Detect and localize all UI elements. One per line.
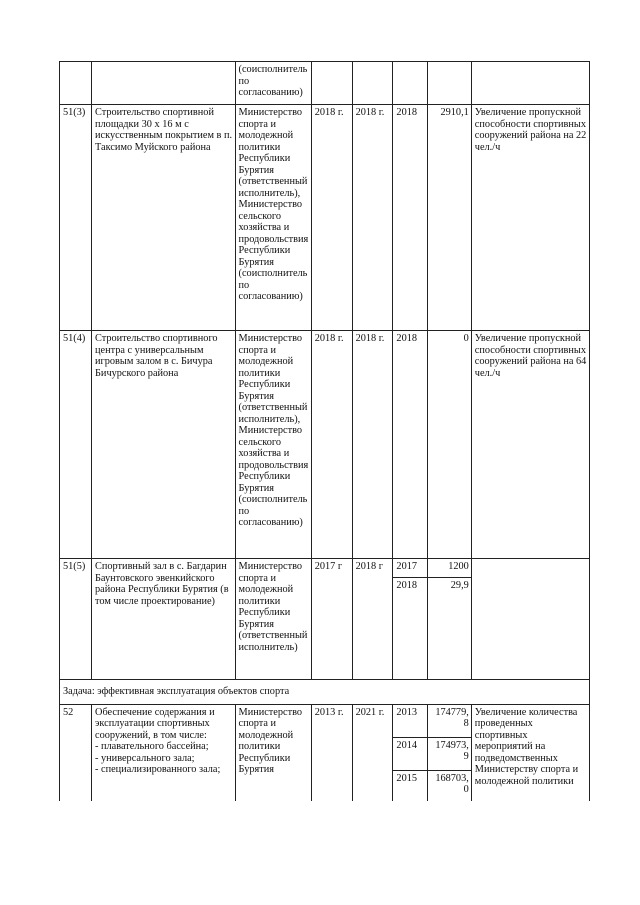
executor-cell: Министерство спорта и молодежной политики Республики Бурятия (ответственный исполнитель) <box>235 559 311 680</box>
financing-amount: 174973,9 <box>427 737 471 770</box>
table-row <box>60 680 590 705</box>
row-number: 52 <box>60 704 92 801</box>
measure-name: Спортивный зал в с. Багдарин Баунтовского эвенкийского района Республики Бурятия (в том числе проектирование) <box>92 559 236 680</box>
expected-result <box>471 559 589 680</box>
end-date: 2018 г. <box>352 331 393 559</box>
table-row <box>60 559 590 578</box>
financing-year: 2014 <box>393 737 427 770</box>
financing-year: 2017 <box>393 559 427 578</box>
end-date: 2018 г. <box>352 105 393 331</box>
program-measures-table <box>59 61 590 801</box>
executor-cell: Министерство спорта и молодежной политики Республики Бурятия (ответственный исполнитель), Министерство сельского хозяйства и продовольствия Республики Бурятия (соисполнитель по согласованию) <box>235 105 311 331</box>
measure-name: Строительство спортивной площадки 30 х 16 м с искусственным покрытием в п. Таксимо Муйского района <box>92 105 236 331</box>
financing-year: 2018 <box>393 331 427 559</box>
measure-name: Обеспечение содержания и эксплуатации спортивных сооружений, в том числе: - плавательного бассейна; - универсального зала; - специализированного зала; <box>92 704 236 801</box>
expected-result: Увеличение количества проведенных спортивных мероприятий на подведомственных Министерству спорта и молодежной политики <box>471 704 589 801</box>
table-row <box>60 62 590 105</box>
measure-name: Строительство спортивного центра с универсальным игровым залом в с. Бичура Бичурского района <box>92 331 236 559</box>
financing-year: 2013 <box>393 704 427 737</box>
row-number: 51(3) <box>60 105 92 331</box>
row-number: 51(4) <box>60 331 92 559</box>
financing-amount <box>427 62 471 105</box>
table-row <box>60 105 590 331</box>
end-date: 2018 г <box>352 559 393 680</box>
start-date <box>311 62 352 105</box>
executor-cell: (соисполнитель по согласованию) <box>235 62 311 105</box>
financing-amount: 1200 <box>427 559 471 578</box>
task-heading: Задача: эффективная эксплуатация объектов спорта <box>60 680 590 705</box>
end-date <box>352 62 393 105</box>
financing-amount: 174779,8 <box>427 704 471 737</box>
end-date: 2021 г. <box>352 704 393 801</box>
start-date: 2018 г. <box>311 331 352 559</box>
financing-year: 2018 <box>393 105 427 331</box>
start-date: 2017 г <box>311 559 352 680</box>
financing-amount: 2910,1 <box>427 105 471 331</box>
expected-result <box>471 62 589 105</box>
start-date: 2018 г. <box>311 105 352 331</box>
financing-year: 2018 <box>393 578 427 680</box>
financing-amount: 0 <box>427 331 471 559</box>
start-date: 2013 г. <box>311 704 352 801</box>
row-number <box>60 62 92 105</box>
financing-amount: 168703,0 <box>427 770 471 801</box>
financing-year: 2015 <box>393 770 427 801</box>
expected-result: Увеличение пропускной способности спортивных сооружений района на 64 чел./ч <box>471 331 589 559</box>
executor-cell: Министерство спорта и молодежной политики Республики Бурятия (ответственный исполнитель), Министерство сельского хозяйства и продовольствия Республики Бурятия (соисполнитель по согласованию) <box>235 331 311 559</box>
table-row <box>60 704 590 737</box>
executor-cell: Министерство спорта и молодежной политики Республики Бурятия <box>235 704 311 801</box>
row-number: 51(5) <box>60 559 92 680</box>
table-row <box>60 331 590 559</box>
measure-name <box>92 62 236 105</box>
financing-amount: 29,9 <box>427 578 471 680</box>
financing-year <box>393 62 427 105</box>
expected-result: Увеличение пропускной способности спортивных сооружений района на 22 чел./ч <box>471 105 589 331</box>
